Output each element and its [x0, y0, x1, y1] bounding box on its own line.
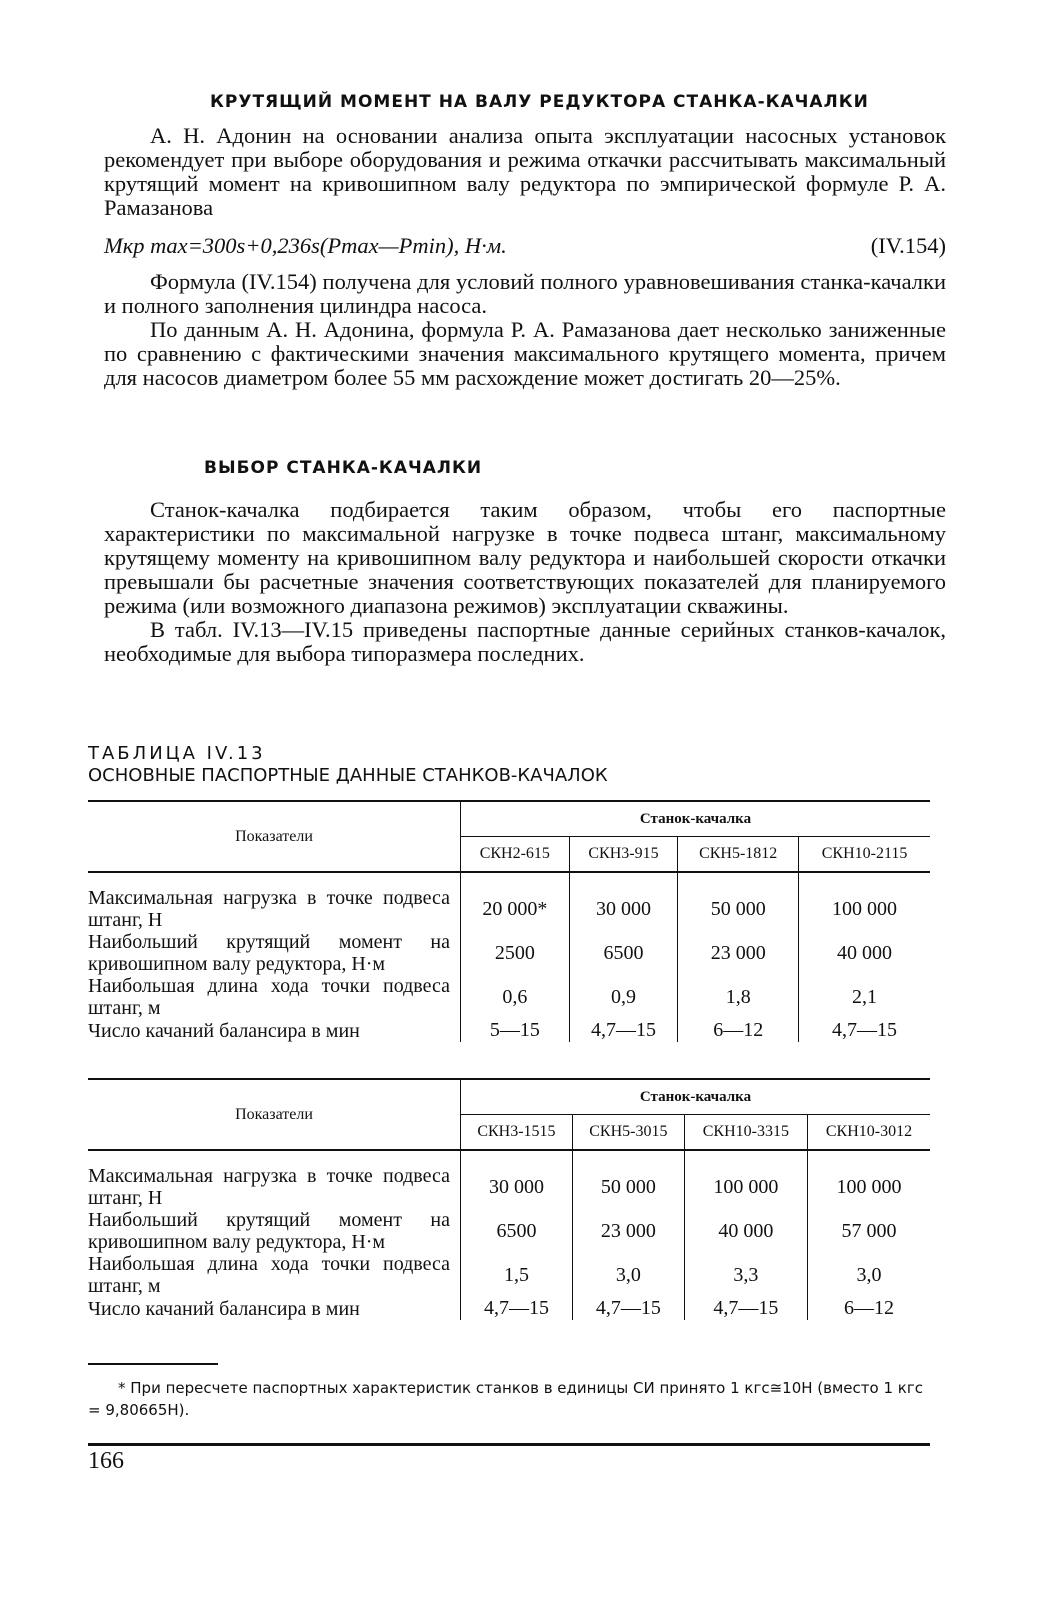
paragraph-selection: Станок-качалка подбирается таким образом, чтобы его паспортные характеристики по максимальной нагрузке в точке подвеса штанг, максимальному крутящему моменту на кривошипном валу редуктора и наибольшей скорости откачки превышали бы расчетные значения соответствующих показателей для планируемого режима (или возможного диапазона режимов) эксплуатации скважины. В табл. IV.13—IV.15 приведены паспортные данные серийных станков-качалок, необходимые для выбора типоразмера последних.: [104, 497, 946, 666]
column-header: СКН2-615: [479, 845, 550, 862]
header-group: Станок-качалка: [461, 1079, 931, 1115]
footnote-divider: [88, 1363, 218, 1365]
cell-value: 1,8: [678, 975, 799, 1019]
cell-value: 23 000: [572, 1209, 684, 1253]
row-label: Наибольшая длина хода точки подвеса штанг, м: [88, 1253, 461, 1297]
cell-value: 40 000: [684, 1209, 807, 1253]
cell-value: 5—15: [489, 1019, 540, 1041]
cell-value: 6500: [496, 1219, 537, 1242]
row-label: Максимальная нагрузка в точке подвеса штанг, Н: [88, 887, 461, 931]
paragraph-adonin: А. Н. Адонин на основании анализа опыта эксплуатации насосных установок рекомендует при выборе оборудования и режима откачки рассчитывать максимальный крутящий момент на кривошипном валу редуктора по эмпирической формуле Р. А. Рамазанова: [104, 123, 946, 220]
row-label: Наибольший крутящий момент на кривошипном валу редуктора, Н·м: [88, 931, 461, 975]
cell-value: 6500: [569, 931, 678, 975]
column-header: СКН10-3315: [684, 1115, 807, 1151]
cell-value: 100 000: [807, 1165, 930, 1209]
table-row: [88, 1297, 930, 1320]
cell-value: 57 000: [807, 1209, 930, 1253]
cell-value: 4,7—15: [684, 1297, 807, 1320]
column-header: СКН5-3015: [572, 1115, 684, 1151]
row-label: Число качаний балансира в мин: [88, 1019, 461, 1042]
cell-value: 2500: [494, 941, 535, 964]
footnote: * При пересчете паспортных характеристик станков в единицы СИ принято 1 кгс≅10Н (вместо 1 кгс = 9,80665Н).: [88, 1379, 923, 1419]
table-row: [88, 975, 930, 1019]
cell-value: 6—12: [807, 1297, 930, 1320]
cell-value: 3,3: [684, 1253, 807, 1297]
table-row: [88, 887, 930, 931]
table-label: ТАБЛИЦА IV.13: [88, 743, 266, 764]
table-title: ОСНОВНЫЕ ПАСПОРТНЫЕ ДАННЫЕ СТАНКОВ-КАЧАЛОК: [88, 765, 608, 786]
cell-value: 0,9: [569, 975, 678, 1019]
column-header: СКН10-2115: [799, 837, 930, 873]
cell-value: 4,7—15: [483, 1297, 549, 1319]
column-header: СКН5-1812: [678, 837, 799, 873]
cell-value: 30 000: [569, 887, 678, 931]
cell-value: 4,7—15: [572, 1297, 684, 1320]
column-header: СКН3-915: [569, 837, 678, 873]
table-row: [88, 1019, 930, 1042]
cell-value: 3,0: [807, 1253, 930, 1297]
table-row: [88, 1209, 930, 1253]
row-label: Наибольший крутящий момент на кривошипном валу редуктора, Н·м: [88, 1209, 461, 1253]
page-number: 166: [88, 1448, 124, 1474]
column-header: СКН3-1515: [477, 1123, 556, 1140]
page-bottom-rule: [88, 1443, 930, 1446]
section-heading-selection: ВЫБОР СТАНКА-КАЧАЛКИ: [204, 458, 483, 478]
cell-value: 40 000: [799, 931, 930, 975]
header-group: Станок-качалка: [461, 801, 931, 837]
formula-iv154: [104, 233, 946, 259]
cell-value: 6—12: [678, 1019, 799, 1042]
spec-table-block-2: [88, 1078, 930, 1320]
cell-value: 20 000*: [482, 897, 548, 920]
section-heading-torque: КРУТЯЩИЙ МОМЕНТ НА ВАЛУ РЕДУКТОРА СТАНКА-КАЧАЛКИ: [210, 92, 869, 112]
formula-number: (IV.154): [870, 233, 946, 258]
cell-value: 4,7—15: [799, 1019, 930, 1042]
cell-value: 3,0: [572, 1253, 684, 1297]
header-indicators: Показатели: [88, 1079, 461, 1150]
cell-value: 50 000: [572, 1165, 684, 1209]
spec-table-block-1: [88, 800, 930, 1042]
header-indicators: Показатели: [88, 801, 461, 872]
table-row: [88, 1165, 930, 1209]
cell-value: 0,6: [502, 985, 528, 1008]
cell-value: 1,5: [503, 1263, 529, 1286]
formula-expression: Мкр max=300s+0,236s(Pmax—Pmin), Н·м.: [104, 233, 507, 258]
table-row: [88, 1253, 930, 1297]
cell-value: 4,7—15: [569, 1019, 678, 1042]
cell-value: 2,1: [799, 975, 930, 1019]
row-label: Наибольшая длина хода точки подвеса штанг, м: [88, 975, 461, 1019]
row-label: Число качаний балансира в мин: [88, 1297, 461, 1320]
column-header: СКН10-3012: [807, 1115, 930, 1151]
table-row: [88, 931, 930, 975]
cell-value: 100 000: [799, 887, 930, 931]
paragraph-formula-conditions: Формула (IV.154) получена для условий полного уравновешивания станка-качалки и полного заполнения цилиндра насоса. По данным А. Н. Адонина, формула Р. А. Рамазанова дает несколько заниженные по сравнению с фактическими значения максимального крутящего момента, причем для насосов диаметром более 55 мм расхождение может достигать 20—25%.: [104, 269, 946, 390]
cell-value: 100 000: [684, 1165, 807, 1209]
cell-value: 50 000: [678, 887, 799, 931]
cell-value: 30 000: [488, 1175, 544, 1198]
cell-value: 23 000: [678, 931, 799, 975]
row-label: Максимальная нагрузка в точке подвеса штанг, Н: [88, 1165, 461, 1209]
